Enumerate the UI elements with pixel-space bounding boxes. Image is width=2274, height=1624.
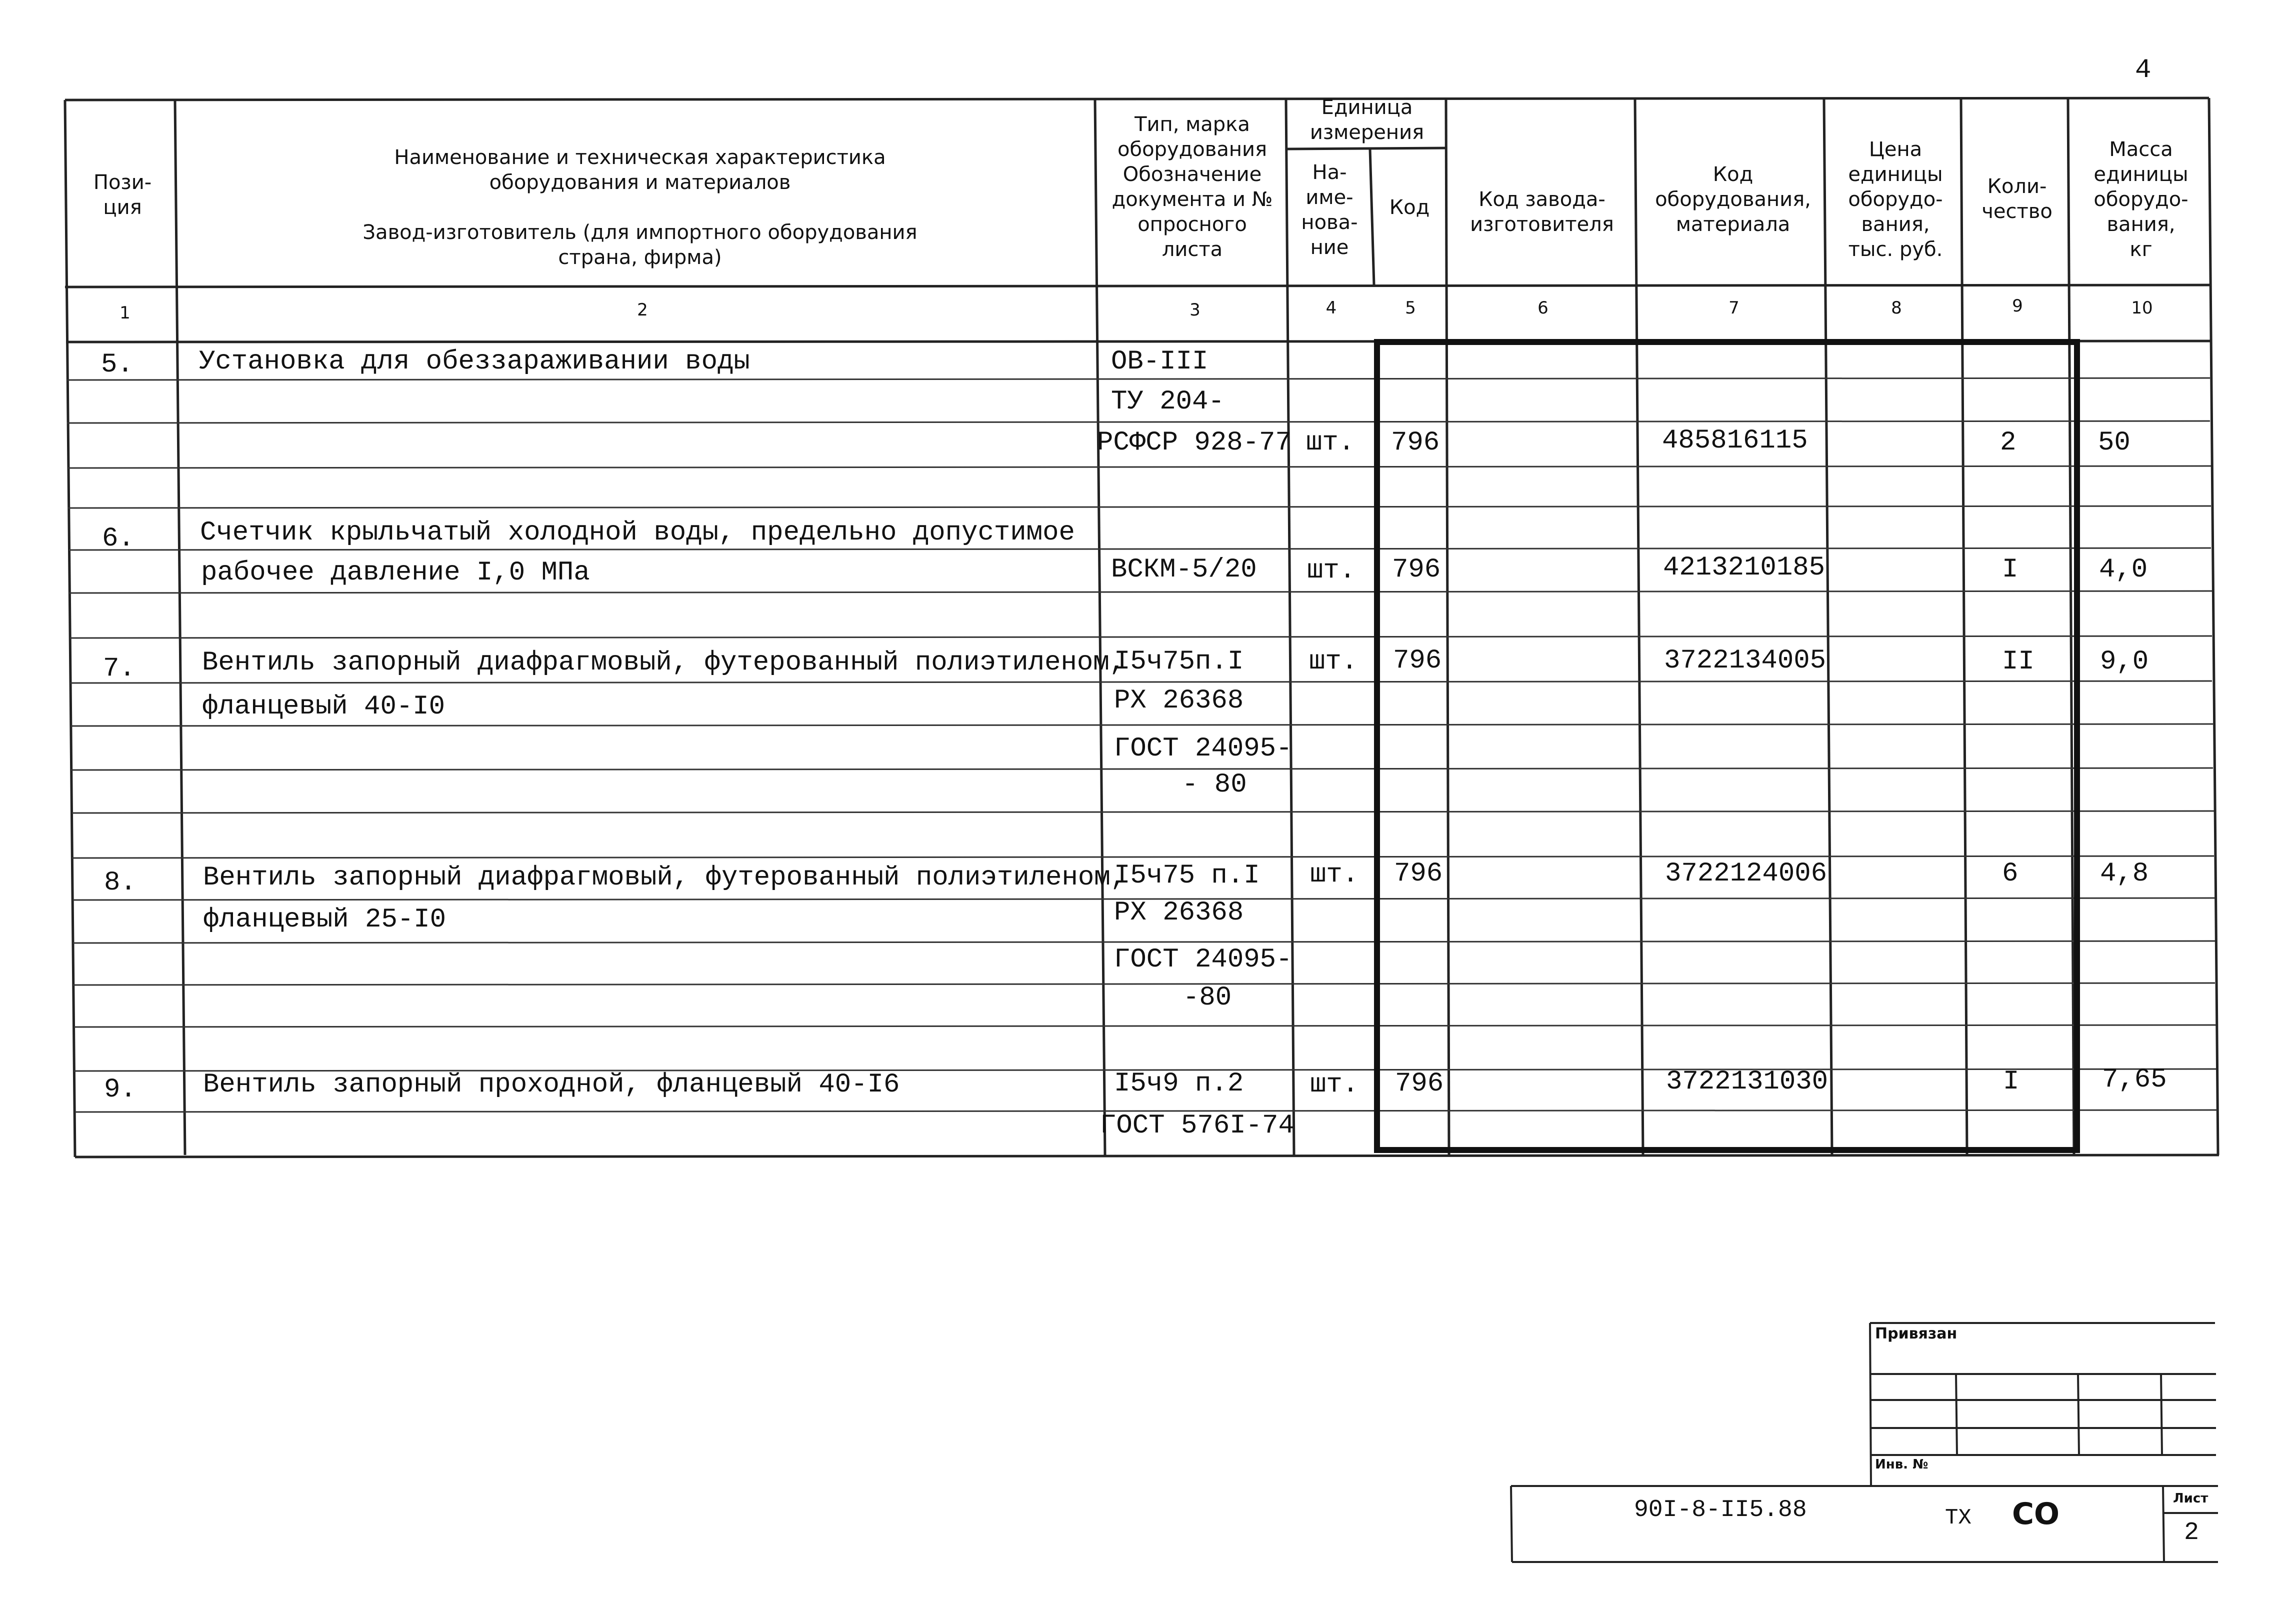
column-number: 10 [2131, 298, 2153, 318]
column-number: 4 [1326, 298, 1337, 318]
stamp-tx: ТХ [1945, 1506, 1972, 1530]
header-unit-group: Единица измерения [1310, 96, 1424, 144]
row-type: I5ч75 п.I [1114, 860, 1260, 891]
row-type: I5ч9 п.2 [1114, 1068, 1244, 1099]
column-number: 3 [1190, 300, 1200, 320]
header-price: Цена единицы оборудо- вания, тыс. руб. [1848, 138, 1943, 261]
row-mass: 9,0 [2100, 646, 2149, 677]
row-unit-code: 796 [1395, 1068, 1444, 1099]
stamp-privyazan: Привязан [1875, 1325, 1958, 1342]
header-manufacturer: Завод-изготовитель (для импортного оборудования страна, фирма) [362, 221, 918, 269]
row-name: Вентиль запорный диафрагмовый, футерованный полиэтиленом, [202, 648, 1126, 678]
stamp-list-label: Лист [2173, 1491, 2208, 1506]
row-type: -80 [1183, 982, 1232, 1013]
row-name: Установка для обеззараживании воды [199, 346, 750, 377]
row-name: фланцевый 40-I0 [202, 692, 446, 722]
row-quantity: I [2003, 1066, 2020, 1097]
row-equipment-code: 4213210185 [1663, 552, 1826, 583]
row-mass: 4,0 [2099, 554, 2148, 585]
row-type: РСФСР 928-77 [1097, 428, 1292, 458]
header-position: Пози- ция [93, 171, 152, 219]
row-equipment-code: 485816115 [1662, 426, 1808, 456]
column-number: 9 [2012, 296, 2023, 316]
row-unit-code: 796 [1394, 858, 1443, 889]
row-name: Счетчик крыльчатый холодной воды, предельно допустимое [200, 518, 1075, 548]
row-name: Вентиль запорный проходной, фланцевый 40-I6 [203, 1070, 900, 1100]
row-unit: шт. [1309, 646, 1358, 677]
row-unit-code: 796 [1392, 554, 1441, 585]
row-unit: шт. [1310, 1070, 1359, 1100]
row-name: рабочее давление I,0 МПа [201, 558, 590, 588]
header-unit-code: Код [1389, 196, 1430, 219]
row-type: - 80 [1182, 770, 1247, 800]
row-position: 9. [104, 1074, 136, 1105]
column-number: 8 [1891, 298, 1902, 318]
row-equipment-code: 3722124006 [1665, 858, 1828, 889]
row-unit: шт. [1310, 860, 1359, 890]
column-number: 7 [1728, 298, 1740, 318]
row-type: ГОСТ 24095- [1114, 944, 1292, 975]
header-quantity: Коли- чество [1982, 175, 2052, 223]
row-position: 7. [103, 654, 136, 684]
column-number: 5 [1405, 298, 1416, 318]
column-number: 2 [637, 300, 648, 320]
stamp-co: СО [2012, 1496, 2060, 1532]
row-type: ГОСТ 576I-74 [1100, 1110, 1294, 1141]
row-equipment-code: 3722131030 [1666, 1066, 1828, 1097]
row-unit: шт. [1307, 556, 1356, 586]
row-mass: 50 [2098, 428, 2130, 458]
header-equipment-code: Код оборудования, материала [1655, 163, 1811, 236]
row-position: 6. [102, 524, 134, 554]
row-quantity: II [2002, 646, 2034, 677]
row-equipment-code: 3722134005 [1664, 646, 1826, 676]
row-position: 8. [104, 868, 136, 898]
row-quantity: 6 [2002, 858, 2018, 889]
column-number: 1 [120, 303, 130, 323]
header-type: Тип, марка оборудования Обозначение документа и № опросного листа [1112, 113, 1273, 261]
row-unit-code: 796 [1393, 646, 1442, 676]
stamp-inv-no: Инв. № [1875, 1457, 1928, 1472]
row-type: ГОСТ 24095- [1114, 734, 1292, 764]
row-name: Вентиль запорный диафрагмовый, футерованный полиэтиленом, [203, 862, 1127, 893]
row-type: РХ 26368 [1114, 686, 1244, 716]
header-name: Наименование и техническая характеристика оборудования и материалов [394, 146, 886, 194]
page-number: 4 [2135, 55, 2152, 86]
row-quantity: I [2002, 554, 2018, 585]
row-type: РХ 26368 [1114, 898, 1244, 928]
row-type: ВСКМ-5/20 [1111, 554, 1257, 585]
row-type: ОВ-III [1111, 346, 1208, 377]
row-quantity: 2 [2000, 428, 2016, 458]
row-unit-code: 796 [1391, 428, 1440, 458]
row-type: ТУ 204- [1111, 386, 1224, 417]
row-mass: 7,65 [2102, 1064, 2167, 1095]
header-mass: Масса единицы оборудо- вания, кг [2094, 138, 2188, 261]
stamp-list-number: 2 [2184, 1518, 2200, 1547]
row-name: фланцевый 25-I0 [203, 904, 446, 935]
column-number: 6 [1538, 298, 1548, 318]
row-mass: 4,8 [2100, 858, 2149, 889]
row-position: 5. [101, 350, 134, 380]
header-factory-code: Код завода- изготовителя [1470, 188, 1614, 236]
header-unit-name: На- име- нова- ние [1301, 161, 1358, 259]
row-unit: шт. [1306, 428, 1355, 458]
row-type: I5ч75п.I [1114, 646, 1244, 677]
stamp-doc-code: 90I-8-II5.88 [1634, 1496, 1807, 1524]
